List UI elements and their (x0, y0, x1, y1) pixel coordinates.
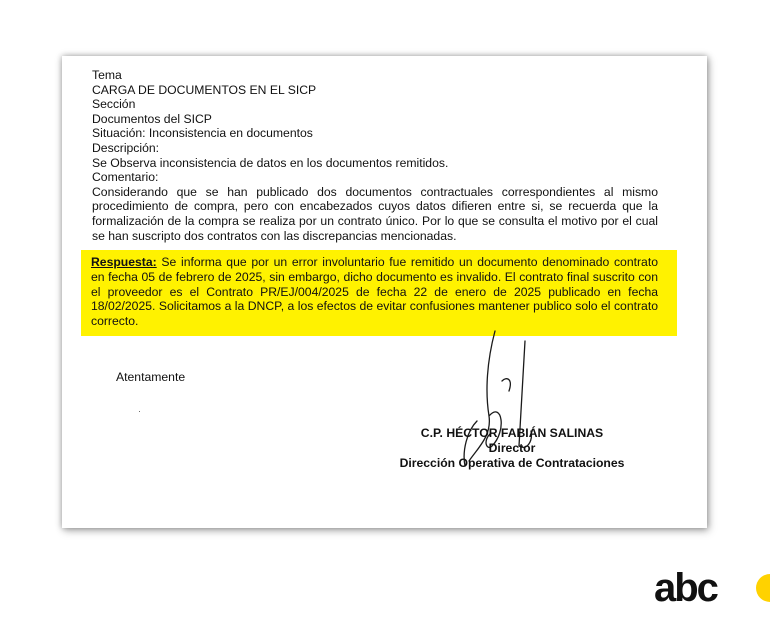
abc-logo-accent-icon (756, 574, 770, 602)
seccion-value: Documentos del SICP (92, 111, 212, 126)
abc-logo-text: abc (654, 568, 717, 608)
closing-text: Atentamente (116, 370, 186, 384)
stray-mark: · (138, 406, 141, 416)
signatory-title: Director (488, 441, 536, 455)
signatory-department: Dirección Operativa de Contrataciones (399, 456, 625, 470)
descripcion-label: Descripción: (92, 140, 160, 155)
tema-label: Tema (92, 68, 122, 82)
signatory-name: C.P. HÉCTOR FABIÁN SALINAS (420, 426, 604, 440)
tema-value: CARGA DE DOCUMENTOS EN EL SICP (92, 82, 317, 97)
respuesta-paragraph (91, 255, 658, 329)
comentario-label: Comentario: (92, 170, 159, 185)
document-sheet (62, 56, 707, 528)
respuesta-highlight (81, 250, 677, 336)
abc-logo (654, 568, 770, 608)
signatory-block (382, 426, 642, 471)
situacion-line: Situación: Inconsistencia en documentos (92, 126, 313, 141)
document-body (92, 68, 658, 243)
respuesta-text: Se informa que por un error involuntario fue remitido un documento denominado contrato en fecha 05 de febrero de 2025, sin embargo, dicho documento es invalido. El contrato final suscrito con el proveedor es el Contrato PR/EJ/004/2025 de fecha 22 de enero de 2025 publicado en fecha 18/02/2025. Solicitamos a la DNCP, a los efectos de evitar confusiones mantener publico solo el contrato correcto. (91, 255, 658, 329)
descripcion-value: Se Observa inconsistencia de datos en los documentos remitidos. (92, 155, 449, 170)
respuesta-label: Respuesta: (91, 255, 157, 269)
seccion-label: Sección (92, 97, 136, 112)
comentario-value: Considerando que se han publicado dos documentos contractuales correspondientes al mismo procedimiento de compra, pero con encabezados cuyos datos difieren entre si, se recuerda que la formalización de la compra se realiza por un contrato único. Por lo que se consulta el motivo por el cual se han suscripto dos contratos con las discrepancias mencionadas. (92, 184, 658, 243)
